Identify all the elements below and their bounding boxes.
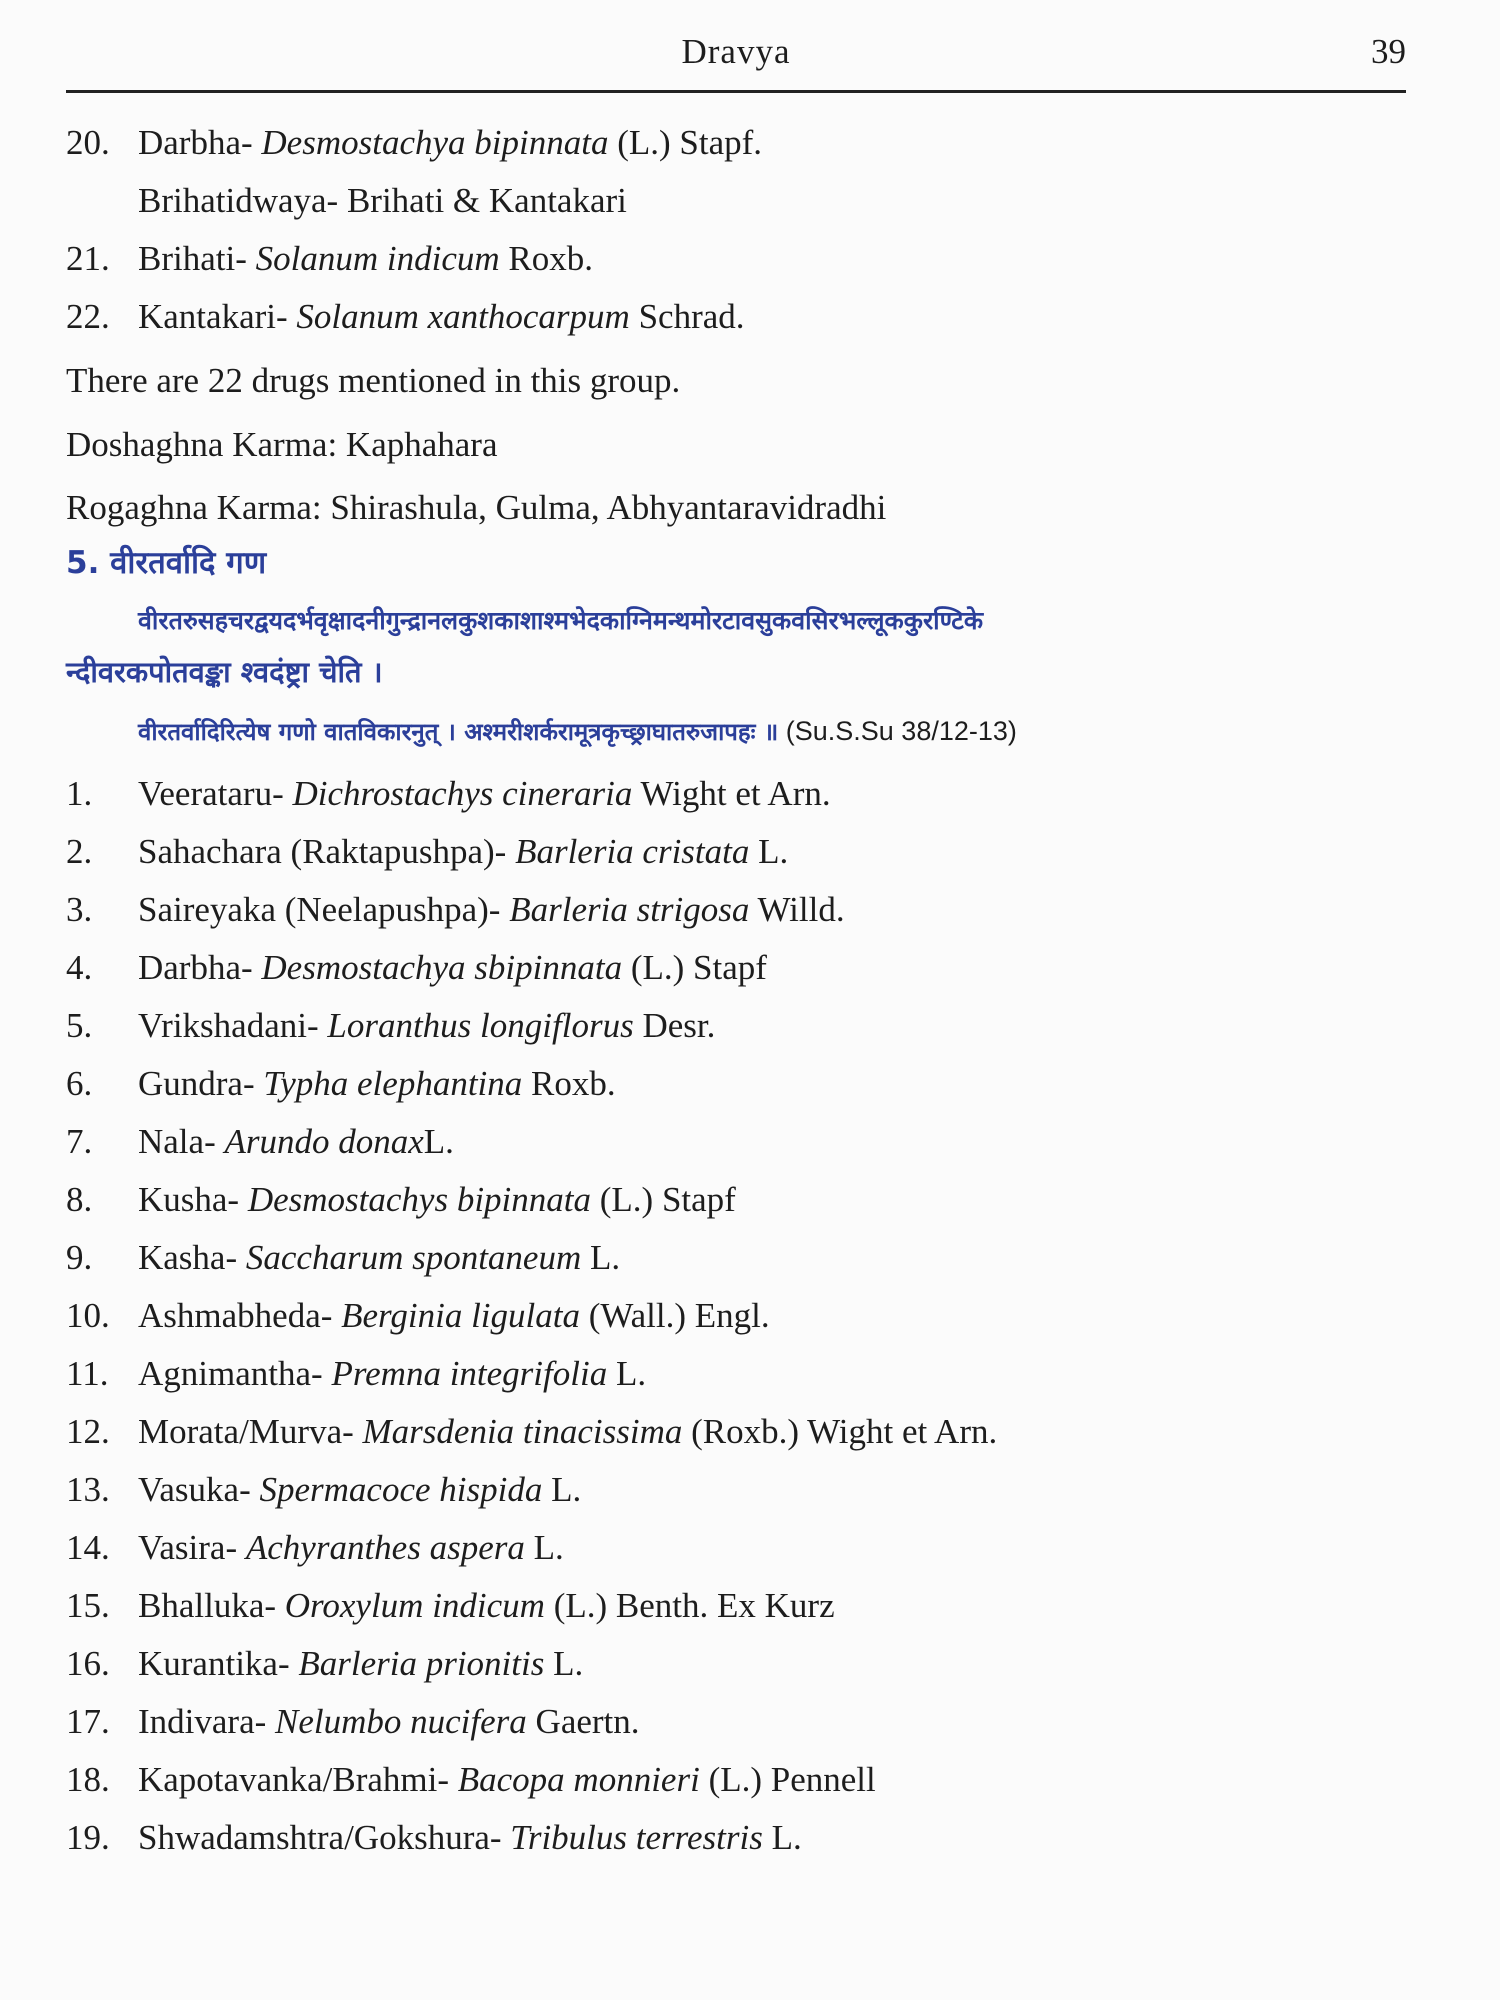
botanical-author: (Wall.) Engl. [579,1296,770,1335]
drug-name: Kasha- [138,1238,246,1277]
item-number: 22. [66,297,110,336]
item-number: 14. [66,1528,110,1567]
botanical-author: (L.) Stapf [622,948,767,987]
botanical-name: Spermacoce hispida [259,1470,543,1509]
drug-count-text: There are 22 drugs mentioned in this group. [66,361,681,400]
item-number: 1. [66,774,93,813]
list-item [66,241,593,276]
list-item [66,1066,616,1101]
item-number: 6. [66,1064,93,1103]
botanical-name: Barleria strigosa [509,890,750,929]
botanical-author: Gaertn. [526,1702,640,1741]
item-number: 21. [66,239,110,278]
botanical-name: Tribulus terrestris [510,1818,763,1857]
drug-name: Nala- [138,1122,225,1161]
item-number: 20. [66,123,110,162]
botanical-name: Nelumbo nucifera [275,1702,527,1741]
botanical-name: Dichrostachys cineraria [292,774,633,813]
drug-name: Kantakari- [138,297,297,336]
rogaghna-karma-text: Rogaghna Karma: Shirashula, Gulma, Abhyantaravidradhi [66,488,887,527]
drug-name: Brihati- [138,239,256,278]
list-item [138,183,627,218]
drug-name: Agnimantha- [138,1354,332,1393]
item-number: 10. [66,1296,110,1335]
botanical-author: Willd. [749,890,845,929]
running-title: Dravya [681,32,791,71]
list-item [66,1646,583,1681]
item-number: 7. [66,1122,93,1161]
botanical-name: Bacopa monnieri [457,1760,700,1799]
drug-name: Vrikshadani- [138,1006,328,1045]
item-number: 12. [66,1412,110,1451]
botanical-name: Saccharum spontaneum [245,1238,582,1277]
sanskrit-verse-line-1: वीरतरुसहचरद्वयदर्भवृक्षादनीगुन्द्रानलकुशकाशाश्मभेदकाग्निमन्थमोरटावसुकवसिरभल्लूककुरण्टिके [138,606,984,635]
item-number: 15. [66,1586,110,1625]
doshaghna-karma-text: Doshaghna Karma: Kaphahara [66,425,498,464]
page-header [66,28,1406,88]
drug-name: Ashmabheda- [138,1296,342,1335]
list-item [66,1762,876,1797]
botanical-author: Roxb. [522,1064,616,1103]
botanical-name: Desmostachys bipinnata [247,1180,592,1219]
sanskrit-verse-line-2: न्दीवरकपोतवङ्का श्वदंष्ट्रा चेति । [66,655,383,689]
list-item [66,1414,997,1449]
botanical-author: Desr. [633,1006,716,1045]
botanical-name: Barleria cristata [515,832,750,871]
item-number: 9. [66,1238,93,1277]
botanical-author: (Roxb.) Wight et Arn. [682,1412,998,1451]
item-number: 5. [66,1006,93,1045]
list-item [66,834,788,869]
drug-name: Vasuka- [138,1470,260,1509]
header-rule [66,90,1406,93]
drug-name: Kurantika- [138,1644,299,1683]
item-number: 3. [66,890,93,929]
drug-name: Sahachara (Raktapushpa)- [138,832,516,871]
list-item [66,1704,640,1739]
botanical-author: L. [544,1644,584,1683]
botanical-author: Wight et Arn. [632,774,831,813]
botanical-author: L. [581,1238,621,1277]
drug-name: Darbha- [138,123,262,162]
list-item [66,1124,454,1159]
item-number: 13. [66,1470,110,1509]
botanical-author: L. [749,832,789,871]
botanical-name: Loranthus longiflorus [327,1006,634,1045]
list-item [66,892,845,927]
item-number: 18. [66,1760,110,1799]
botanical-name: Arundo donax [224,1122,424,1161]
botanical-author: L. [762,1818,802,1857]
botanical-name: Berginia ligulata [341,1296,580,1335]
botanical-name: Desmostachya bipinnata [261,123,609,162]
botanical-name: Desmostachya sbipinnata [261,948,623,987]
item-number: 17. [66,1702,110,1741]
item-number: 11. [66,1354,109,1393]
list-item [66,776,831,811]
list-item [66,1008,715,1043]
botanical-author: Roxb. [499,239,593,278]
botanical-name: Oroxylum indicum [284,1586,545,1625]
drug-name: Morata/Murva- [138,1412,363,1451]
sanskrit-verse-line-3 [138,718,1017,745]
list-item [66,1820,802,1855]
botanical-author: (L.) Stapf [591,1180,736,1219]
drug-name: Darbha- [138,948,262,987]
list-item [66,1240,620,1275]
drug-name: Brihatidwaya- Brihati & Kantakari [138,181,627,220]
list-item [66,1530,564,1565]
botanical-author: L. [423,1122,454,1161]
item-number: 4. [66,948,93,987]
item-number: 8. [66,1180,93,1219]
drug-name: Gundra- [138,1064,264,1103]
drug-name: Indivara- [138,1702,276,1741]
list-item [66,950,767,985]
list-item [66,1588,835,1623]
botanical-name: Premna integrifolia [331,1354,608,1393]
botanical-author: (L.) Benth. Ex Kurz [544,1586,835,1625]
botanical-author: (L.) Pennell [699,1760,876,1799]
list-item [66,1298,770,1333]
drug-name: Vasira- [138,1528,246,1567]
item-number: 16. [66,1644,110,1683]
botanical-author: L. [607,1354,647,1393]
section-heading: 5. वीरतर्वादि गण [66,545,267,581]
verse-reference: (Su.S.Su 38/12-13) [778,716,1017,746]
botanical-author: Schrad. [629,297,745,336]
botanical-name: Barleria prionitis [298,1644,545,1683]
list-item [66,1356,646,1391]
drug-name: Shwadamshtra/Gokshura- [138,1818,511,1857]
drug-name: Bhalluka- [138,1586,285,1625]
botanical-name: Solanum indicum [255,239,500,278]
drug-name: Kusha- [138,1180,248,1219]
list-item [66,1472,581,1507]
item-number: 19. [66,1818,110,1857]
botanical-name: Typha elephantina [263,1064,523,1103]
botanical-author: L. [542,1470,582,1509]
item-number: 2. [66,832,93,871]
drug-name: Saireyaka (Neelapushpa)- [138,890,510,929]
list-item [66,1182,736,1217]
drug-name: Kapotavanka/Brahmi- [138,1760,458,1799]
botanical-name: Marsdenia tinacissima [362,1412,683,1451]
list-item [66,125,762,160]
sanskrit-verse-text: वीरतर्वादिरित्येष गणो वातविकारनुत् । अश्मरीशर्करामूत्रकृच्छ्राघातरुजापहः ॥ [138,718,779,746]
botanical-author: L. [524,1528,564,1567]
botanical-name: Solanum xanthocarpum [296,297,630,336]
botanical-author: (L.) Stapf. [608,123,763,162]
drug-name: Veerataru- [138,774,293,813]
list-item [66,299,745,334]
page-number: 39 [1371,32,1406,71]
botanical-name: Achyranthes aspera [245,1528,525,1567]
